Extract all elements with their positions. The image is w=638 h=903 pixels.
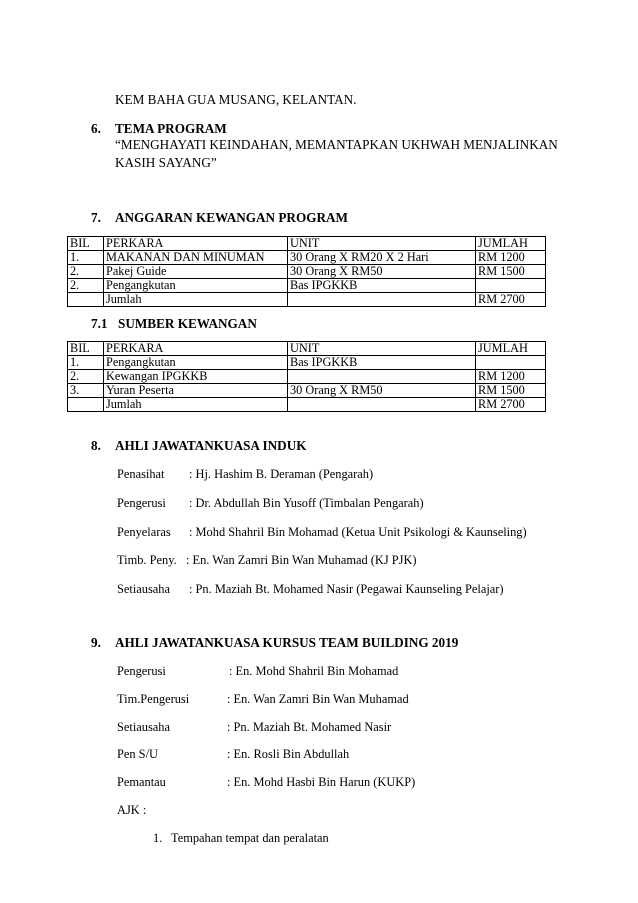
table-header-row (68, 342, 546, 356)
table-row (68, 370, 546, 384)
ajk-item-number: 1. (153, 831, 163, 845)
section9-number: 9. (91, 635, 101, 650)
table-cell (68, 398, 104, 412)
header-cell: UNIT (288, 237, 476, 251)
section8-title: AHLI JAWATANKUASA INDUK (115, 438, 307, 453)
committee-name: : Pn. Maziah Bt. Mohamed Nasir (Pegawai Kaunseling Pelajar) (189, 582, 504, 596)
table-cell (476, 356, 546, 370)
team-name: : En. Wan Zamri Bin Wan Muhamad (227, 692, 409, 706)
team-name: : En. Mohd Shahril Bin Mohamad (229, 664, 399, 678)
table-total-row (68, 293, 546, 307)
section6-theme-line1: “MENGHAYATI KEINDAHAN, MEMANTAPKAN UKHWAH MENJALINKAN (115, 137, 558, 152)
section6-theme-line2: KASIH SAYANG” (115, 155, 217, 170)
table-cell: Pengangkutan (104, 279, 288, 293)
table-row (68, 265, 546, 279)
table-cell: 1. (68, 251, 104, 265)
table-cell (288, 293, 476, 307)
funding-table (67, 341, 546, 412)
section9-title: AHLI JAWATANKUASA KURSUS TEAM BUILDING 2019 (115, 635, 459, 650)
header-cell: BIL (68, 237, 104, 251)
table-cell: Kewangan IPGKKB (104, 370, 288, 384)
header-cell: JUMLAH (476, 237, 546, 251)
table-cell: 1. (68, 356, 104, 370)
committee-role: Timb. Peny. (117, 553, 177, 567)
header-cell: PERKARA (104, 237, 288, 251)
budget-table (67, 236, 546, 307)
team-name: : En. Rosli Bin Abdullah (227, 747, 350, 761)
table-cell: Jumlah (104, 293, 288, 307)
table-cell: RM 2700 (476, 398, 546, 412)
table-cell: Bas IPGKKB (288, 279, 476, 293)
table-row (68, 384, 546, 398)
section71-title: SUMBER KEWANGAN (118, 316, 257, 331)
ajk-label: AJK : (117, 803, 147, 817)
committee-name: : Dr. Abdullah Bin Yusoff (Timbalan Pengarah) (189, 496, 424, 510)
table-cell: 2. (68, 279, 104, 293)
team-name: : Pn. Maziah Bt. Mohamed Nasir (227, 720, 392, 734)
table-cell: Bas IPGKKB (288, 356, 476, 370)
committee-name: : Hj. Hashim B. Deraman (Pengarah) (189, 467, 374, 481)
team-name: : En. Mohd Hasbi Bin Harun (KUKP) (227, 775, 416, 789)
table-cell: 2. (68, 265, 104, 279)
team-role: Pemantau (117, 775, 166, 789)
team-role: Tim.Pengerusi (117, 692, 190, 706)
table-cell: 2. (68, 370, 104, 384)
section6-title: TEMA PROGRAM (115, 121, 227, 136)
header-cell: UNIT (288, 342, 476, 356)
header-cell: JUMLAH (476, 342, 546, 356)
table-cell: 30 Orang X RM50 (288, 265, 476, 279)
committee-role: Setiausaha (117, 582, 170, 596)
table-cell: Pengangkutan (104, 356, 288, 370)
table-row (68, 251, 546, 265)
table-cell (288, 398, 476, 412)
table-cell: Pakej Guide (104, 265, 288, 279)
header-cell: BIL (68, 342, 104, 356)
table-cell (476, 279, 546, 293)
team-role: Pengerusi (117, 664, 166, 678)
section7-number: 7. (91, 210, 101, 225)
section6-number: 6. (91, 121, 101, 136)
table-cell: MAKANAN DAN MINUMAN (104, 251, 288, 265)
table-cell: 30 Orang X RM50 (288, 384, 476, 398)
table-cell: Yuran Peserta (104, 384, 288, 398)
table-total-row (68, 398, 546, 412)
team-role: Pen S/U (117, 747, 158, 761)
table-cell: 3. (68, 384, 104, 398)
ajk-item-text: Tempahan tempat dan peralatan (171, 831, 329, 845)
committee-role: Pengerusi (117, 496, 166, 510)
committee-role: Penyelaras (117, 525, 171, 539)
table-cell (68, 293, 104, 307)
header-cell: PERKARA (104, 342, 288, 356)
table-cell: RM 1500 (476, 265, 546, 279)
table-header-row (68, 237, 546, 251)
table-row (68, 279, 546, 293)
committee-role: Penasihat (117, 467, 165, 481)
committee-name: : En. Wan Zamri Bin Wan Muhamad (KJ PJK) (186, 553, 417, 567)
table-cell: Jumlah (104, 398, 288, 412)
team-role: Setiausaha (117, 720, 170, 734)
section8-number: 8. (91, 438, 101, 453)
table-cell: RM 2700 (476, 293, 546, 307)
location-line: KEM BAHA GUA MUSANG, KELANTAN. (115, 92, 357, 107)
table-cell: RM 1500 (476, 384, 546, 398)
table-cell: RM 1200 (476, 251, 546, 265)
section7-title: ANGGARAN KEWANGAN PROGRAM (115, 210, 348, 225)
section71-number: 7.1 (91, 316, 108, 331)
table-row (68, 356, 546, 370)
table-cell: 30 Orang X RM20 X 2 Hari (288, 251, 476, 265)
table-cell (288, 370, 476, 384)
table-cell: RM 1200 (476, 370, 546, 384)
committee-name: : Mohd Shahril Bin Mohamad (Ketua Unit Psikologi & Kaunseling) (189, 525, 527, 539)
